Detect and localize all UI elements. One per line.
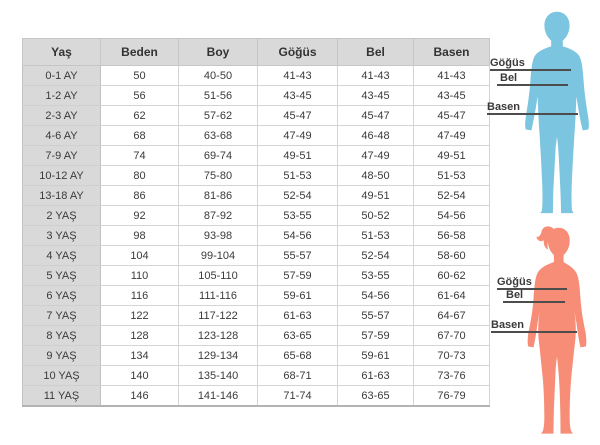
size-cell: 104 [101,246,179,266]
size-cell: 110 [101,266,179,286]
size-cell: 49-51 [258,146,338,166]
girl-hip-label: Basen [491,319,525,331]
age-row-label: 7 YAŞ [23,306,101,326]
table-row [23,346,490,366]
girl-waist-line [503,301,565,303]
size-cell: 63-65 [258,326,338,346]
size-cell: 57-59 [338,326,414,346]
size-cell: 64-67 [414,306,490,326]
size-cell: 59-61 [258,286,338,306]
size-cell: 59-61 [338,346,414,366]
size-cell: 63-65 [338,386,414,407]
size-cell: 105-110 [179,266,258,286]
size-cell: 70-73 [414,346,490,366]
size-table [22,38,490,407]
size-cell: 50-52 [338,206,414,226]
size-cell: 62 [101,106,179,126]
age-row-label: 8 YAŞ [23,326,101,346]
table-row [23,246,490,266]
header-row [23,39,490,66]
age-row-label: 9 YAŞ [23,346,101,366]
col-header-hip: Basen [414,39,490,66]
table-row [23,266,490,286]
age-row-label: 4 YAŞ [23,246,101,266]
size-cell: 128 [101,326,179,346]
table-row [23,326,490,346]
table-row [23,226,490,246]
boy-chest-label: Göğüs [490,57,525,69]
size-cell: 111-116 [179,286,258,306]
size-cell: 68 [101,126,179,146]
table-row [23,66,490,86]
size-cell: 68-71 [258,366,338,386]
size-cell: 117-122 [179,306,258,326]
size-cell: 67-70 [414,326,490,346]
table-row [23,186,490,206]
age-row-label: 10 YAŞ [23,366,101,386]
size-cell: 50 [101,66,179,86]
size-cell: 45-47 [414,106,490,126]
girl-silhouette [513,224,600,442]
size-cell: 41-43 [338,66,414,86]
age-row-label: 1-2 AY [23,86,101,106]
table-row [23,386,490,407]
size-cell: 93-98 [179,226,258,246]
size-cell: 56 [101,86,179,106]
size-cell: 74 [101,146,179,166]
size-cell: 57-62 [179,106,258,126]
size-cell: 65-68 [258,346,338,366]
age-row-label: 3 YAŞ [23,226,101,246]
size-cell: 140 [101,366,179,386]
size-cell: 76-79 [414,386,490,407]
boy-hip-label: Basen [487,101,521,113]
size-cell: 116 [101,286,179,306]
age-row-label: 5 YAŞ [23,266,101,286]
size-cell: 61-63 [338,366,414,386]
size-cell: 53-55 [338,266,414,286]
size-cell: 54-56 [414,206,490,226]
age-row-label: 0-1 AY [23,66,101,86]
size-cell: 99-104 [179,246,258,266]
size-cell: 51-53 [338,226,414,246]
size-cell: 63-68 [179,126,258,146]
size-cell: 58-60 [414,246,490,266]
age-row-label: 2 YAŞ [23,206,101,226]
table-row [23,106,490,126]
size-cell: 51-56 [179,86,258,106]
size-cell: 49-51 [338,186,414,206]
size-cell: 86 [101,186,179,206]
size-cell: 41-43 [414,66,490,86]
size-cell: 48-50 [338,166,414,186]
size-cell: 98 [101,226,179,246]
size-cell: 53-55 [258,206,338,226]
size-cell: 75-80 [179,166,258,186]
size-cell: 46-48 [338,126,414,146]
age-row-label: 11 YAŞ [23,386,101,407]
age-row-label: 2-3 AY [23,106,101,126]
size-cell: 43-45 [414,86,490,106]
age-row-label: 10-12 AY [23,166,101,186]
girl-chest-label: Göğüs [497,276,532,288]
col-header-chest: Göğüs [258,39,338,66]
col-header-waist: Bel [338,39,414,66]
size-cell: 141-146 [179,386,258,407]
size-cell: 56-58 [414,226,490,246]
size-cell: 61-64 [414,286,490,306]
size-cell: 54-56 [338,286,414,306]
size-cell: 52-54 [414,186,490,206]
boy-chest-line [490,69,571,71]
size-cell: 52-54 [338,246,414,266]
size-cell: 134 [101,346,179,366]
age-row-label: 7-9 AY [23,146,101,166]
col-header-height: Boy [179,39,258,66]
size-cell: 45-47 [258,106,338,126]
size-cell: 61-63 [258,306,338,326]
boy-waist-label: Bel [500,72,518,84]
size-cell: 54-56 [258,226,338,246]
size-cell: 45-47 [338,106,414,126]
size-cell: 41-43 [258,66,338,86]
size-cell: 51-53 [258,166,338,186]
size-cell: 49-51 [414,146,490,166]
size-cell: 122 [101,306,179,326]
size-cell: 123-128 [179,326,258,346]
size-cell: 43-45 [258,86,338,106]
table-row [23,366,490,386]
size-cell: 43-45 [338,86,414,106]
table-row [23,86,490,106]
table-row [23,306,490,326]
size-cell: 40-50 [179,66,258,86]
table-row [23,146,490,166]
size-cell: 57-59 [258,266,338,286]
age-row-label: 13-18 AY [23,186,101,206]
size-cell: 55-57 [338,306,414,326]
table-row [23,286,490,306]
table-row [23,126,490,146]
size-cell: 52-54 [258,186,338,206]
table-row [23,206,490,226]
size-cell: 81-86 [179,186,258,206]
size-cell: 60-62 [414,266,490,286]
size-cell: 47-49 [414,126,490,146]
age-row-label: 6 YAŞ [23,286,101,306]
size-cell: 47-49 [258,126,338,146]
girl-waist-label: Bel [506,289,524,301]
girl-hip-line [491,331,577,333]
col-header-size: Beden [101,39,179,66]
size-cell: 87-92 [179,206,258,226]
size-cell: 55-57 [258,246,338,266]
size-cell: 146 [101,386,179,407]
size-cell: 135-140 [179,366,258,386]
size-cell: 47-49 [338,146,414,166]
size-cell: 92 [101,206,179,226]
size-cell: 69-74 [179,146,258,166]
col-header-age: Yaş [23,39,101,66]
size-cell: 80 [101,166,179,186]
size-cell: 73-76 [414,366,490,386]
table-row [23,166,490,186]
boy-hip-line [487,113,578,115]
boy-waist-line [497,84,568,86]
age-row-label: 4-6 AY [23,126,101,146]
size-cell: 129-134 [179,346,258,366]
size-cell: 51-53 [414,166,490,186]
size-cell: 71-74 [258,386,338,407]
